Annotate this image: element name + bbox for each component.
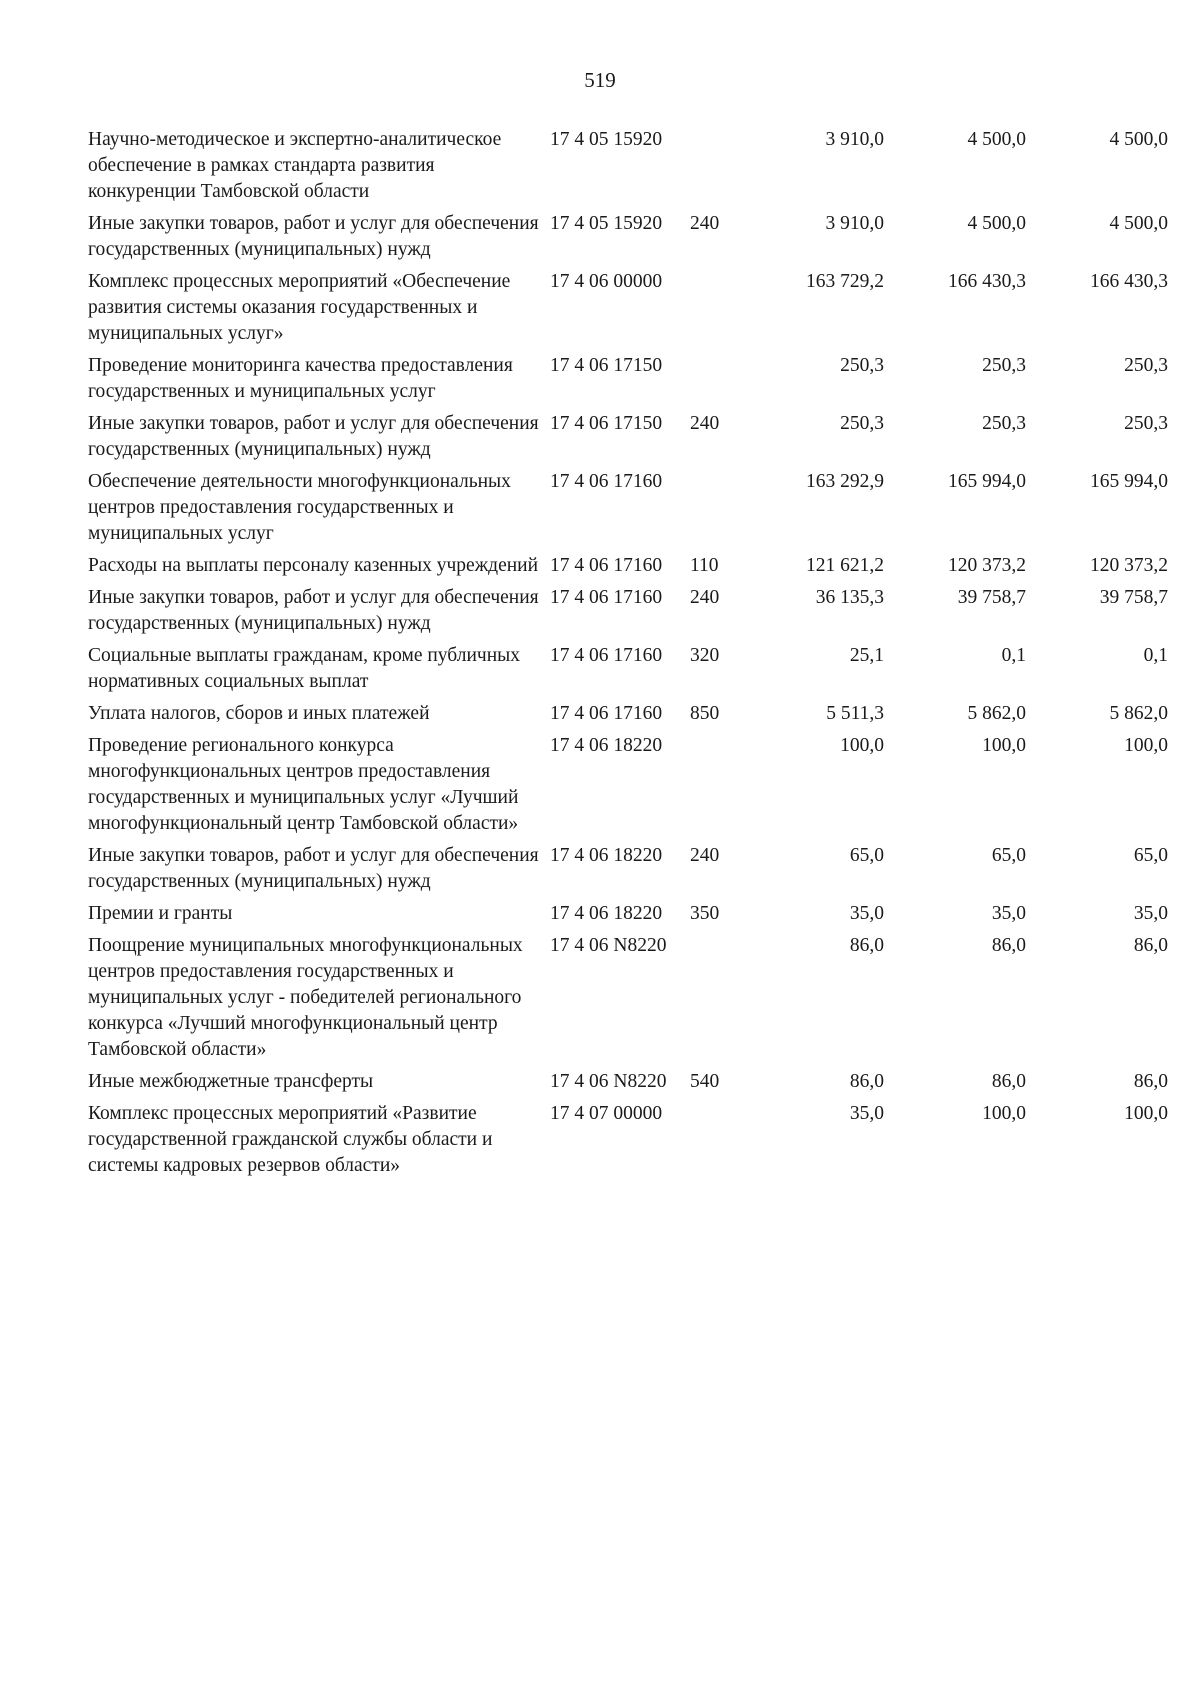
table-row <box>88 353 1168 405</box>
row-value-year-3: 0,1 <box>1143 645 1168 666</box>
row-value-year-2: 120 373,2 <box>948 555 1026 576</box>
row-value-year-1: 250,3 <box>840 355 884 376</box>
row-value-year-2: 0,1 <box>1001 645 1026 666</box>
row-value-year-2: 166 430,3 <box>948 271 1026 292</box>
table-row <box>88 469 1168 547</box>
row-code: 17 4 06 17150 <box>550 413 663 434</box>
row-expense-type <box>690 127 746 205</box>
row-value-year-1: 35,0 <box>849 903 884 924</box>
row-code: 17 4 05 15920 <box>550 213 663 234</box>
row-value-year-1: 86,0 <box>849 1071 884 1092</box>
row-value-year-3: 65,0 <box>1133 845 1168 866</box>
row-name: Обеспечение деятельности многофункциональных центров предоставления государственных и муниципальных услуг <box>88 471 511 544</box>
row-value-year-1: 3 910,0 <box>825 213 884 234</box>
row-code: 17 4 06 18220 <box>550 845 663 866</box>
table-row <box>88 127 1168 205</box>
row-expense-type: 540 <box>690 1071 720 1092</box>
row-value-year-3: 4 500,0 <box>1109 213 1168 234</box>
row-expense-type <box>690 733 746 837</box>
row-value-year-3: 86,0 <box>1133 1071 1168 1092</box>
row-code: 17 4 06 00000 <box>550 271 663 292</box>
row-value-year-3: 4 500,0 <box>1109 129 1168 150</box>
table-row <box>88 843 1168 895</box>
row-expense-type: 240 <box>690 587 720 608</box>
row-expense-type: 350 <box>690 903 720 924</box>
row-value-year-3: 35,0 <box>1133 903 1168 924</box>
row-name: Иные закупки товаров, работ и услуг для обеспечения государственных (муниципальных) нужд <box>88 845 539 892</box>
table-row <box>88 933 1168 1063</box>
row-name: Расходы на выплаты персоналу казенных учреждений <box>88 555 539 576</box>
row-value-year-3: 100,0 <box>1124 1103 1168 1124</box>
row-name: Комплекс процессных мероприятий «Обеспечение развития системы оказания государственных и муниципальных услуг» <box>88 271 511 344</box>
row-value-year-3: 39 758,7 <box>1099 587 1168 608</box>
row-value-year-1: 86,0 <box>849 935 884 956</box>
row-value-year-3: 250,3 <box>1124 355 1168 376</box>
row-value-year-3: 166 430,3 <box>1090 271 1168 292</box>
row-code: 17 4 06 18220 <box>550 735 663 756</box>
table-row <box>88 269 1168 347</box>
table-row <box>88 553 1168 579</box>
row-value-year-2: 165 994,0 <box>948 471 1026 492</box>
row-value-year-3: 100,0 <box>1124 735 1168 756</box>
row-value-year-3: 250,3 <box>1124 413 1168 434</box>
row-code: 17 4 06 17160 <box>550 587 663 608</box>
row-value-year-2: 86,0 <box>991 1071 1026 1092</box>
table-row <box>88 643 1168 695</box>
table-row <box>88 901 1168 927</box>
row-code: 17 4 06 N8220 <box>550 935 667 956</box>
row-name: Иные закупки товаров, работ и услуг для обеспечения государственных (муниципальных) нужд <box>88 213 539 260</box>
budget-table <box>88 127 1168 1185</box>
row-value-year-2: 5 862,0 <box>967 703 1026 724</box>
row-value-year-1: 36 135,3 <box>815 587 884 608</box>
row-expense-type: 110 <box>690 555 719 576</box>
row-value-year-1: 100,0 <box>840 735 884 756</box>
row-name: Иные закупки товаров, работ и услуг для обеспечения государственных (муниципальных) нужд <box>88 413 539 460</box>
table-row <box>88 701 1168 727</box>
row-expense-type <box>690 469 746 547</box>
page-number: 519 <box>584 68 616 92</box>
row-expense-type: 240 <box>690 845 720 866</box>
row-value-year-2: 250,3 <box>982 413 1026 434</box>
row-name: Проведение регионального конкурса многофункциональных центров предоставления государственных и муниципальных услуг «Лучший многофункциональный центр Тамбовской области» <box>88 735 519 834</box>
table-row <box>88 585 1168 637</box>
row-code: 17 4 05 15920 <box>550 129 663 150</box>
row-expense-type: 240 <box>690 213 720 234</box>
row-name: Поощрение муниципальных многофункциональных центров предоставления государственных и муниципальных услуг - победителей регионального конкурса «Лучший многофункциональный центр Тамбовской области» <box>88 935 523 1060</box>
row-value-year-2: 35,0 <box>991 903 1026 924</box>
row-expense-type <box>690 269 746 347</box>
table-row <box>88 1069 1168 1095</box>
table-row <box>88 1101 1168 1179</box>
row-value-year-3: 165 994,0 <box>1090 471 1168 492</box>
table-row <box>88 211 1168 263</box>
row-code: 17 4 06 18220 <box>550 903 663 924</box>
row-code: 17 4 06 17160 <box>550 555 663 576</box>
row-value-year-1: 5 511,3 <box>826 703 884 724</box>
row-value-year-1: 65,0 <box>849 845 884 866</box>
row-code: 17 4 06 17150 <box>550 355 663 376</box>
row-name: Социальные выплаты гражданам, кроме публичных нормативных социальных выплат <box>88 645 520 692</box>
row-value-year-2: 39 758,7 <box>957 587 1026 608</box>
row-value-year-1: 3 910,0 <box>825 129 884 150</box>
table-row <box>88 733 1168 837</box>
row-value-year-1: 163 729,2 <box>806 271 884 292</box>
row-code: 17 4 06 17160 <box>550 703 663 724</box>
row-expense-type <box>690 933 746 1063</box>
row-name: Проведение мониторинга качества предоставления государственных и муниципальных услуг <box>88 355 513 402</box>
row-value-year-3: 5 862,0 <box>1109 703 1168 724</box>
row-value-year-1: 35,0 <box>849 1103 884 1124</box>
row-value-year-2: 65,0 <box>991 845 1026 866</box>
row-expense-type <box>690 1101 746 1179</box>
row-code: 17 4 06 17160 <box>550 645 663 666</box>
row-code: 17 4 06 17160 <box>550 471 663 492</box>
row-value-year-1: 121 621,2 <box>806 555 884 576</box>
row-value-year-3: 120 373,2 <box>1090 555 1168 576</box>
row-expense-type <box>690 353 746 405</box>
row-name: Уплата налогов, сборов и иных платежей <box>88 703 430 724</box>
table-row <box>88 411 1168 463</box>
row-name: Иные межбюджетные трансферты <box>88 1071 374 1092</box>
row-value-year-1: 250,3 <box>840 413 884 434</box>
row-value-year-2: 250,3 <box>982 355 1026 376</box>
row-value-year-2: 100,0 <box>982 1103 1026 1124</box>
row-value-year-3: 86,0 <box>1133 935 1168 956</box>
row-value-year-2: 4 500,0 <box>967 129 1026 150</box>
row-code: 17 4 06 N8220 <box>550 1071 667 1092</box>
row-expense-type: 240 <box>690 413 720 434</box>
row-name: Иные закупки товаров, работ и услуг для обеспечения государственных (муниципальных) нужд <box>88 587 539 634</box>
row-value-year-2: 100,0 <box>982 735 1026 756</box>
row-value-year-2: 86,0 <box>991 935 1026 956</box>
row-code: 17 4 07 00000 <box>550 1103 663 1124</box>
row-expense-type: 850 <box>690 703 720 724</box>
row-name: Премии и гранты <box>88 903 233 924</box>
row-value-year-1: 163 292,9 <box>806 471 884 492</box>
row-name: Комплекс процессных мероприятий «Развитие государственной гражданской службы области и системы кадровых резервов области» <box>88 1103 493 1176</box>
row-value-year-1: 25,1 <box>849 645 884 666</box>
row-name: Научно-методическое и экспертно-аналитическое обеспечение в рамках стандарта развития конкуренции Тамбовской области <box>88 129 502 202</box>
row-expense-type: 320 <box>690 645 720 666</box>
row-value-year-2: 4 500,0 <box>967 213 1026 234</box>
